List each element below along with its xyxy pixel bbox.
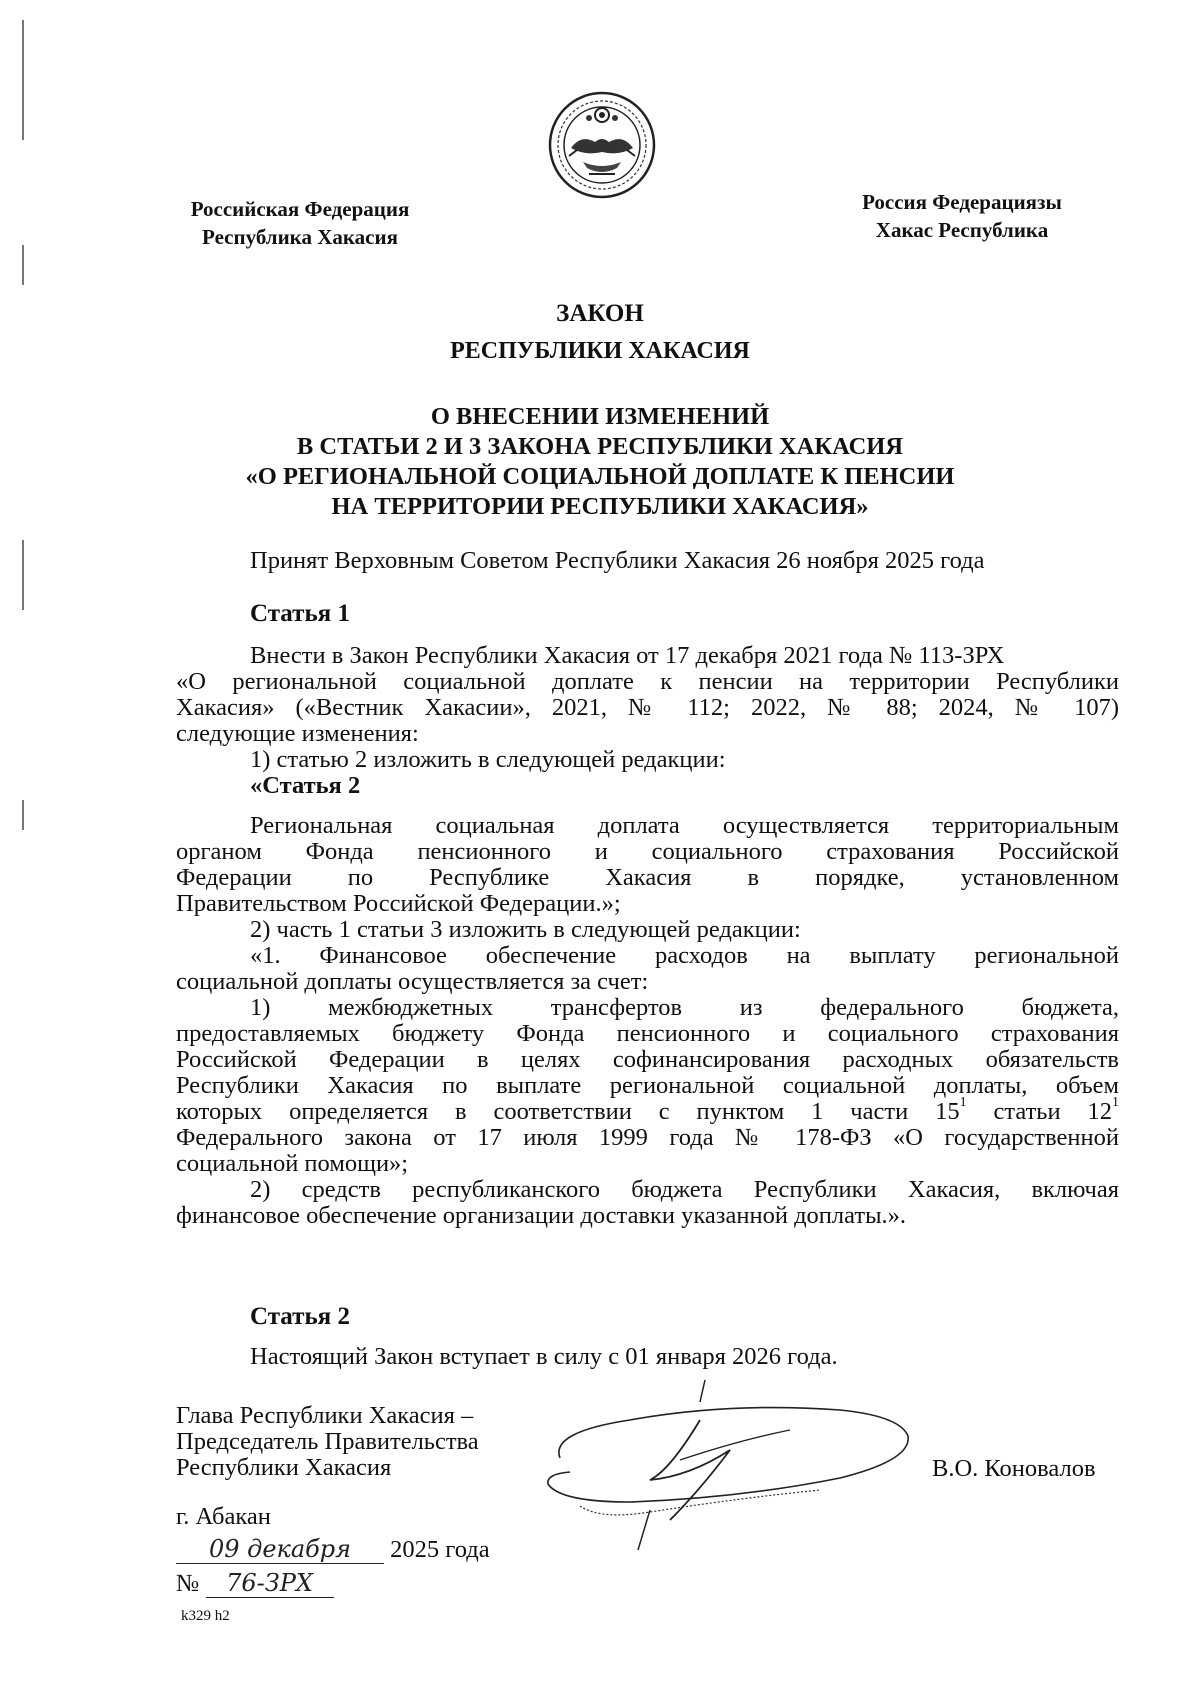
date-year: 2025 года bbox=[390, 1536, 490, 1563]
article-1-heading: Статья 1 bbox=[250, 600, 350, 627]
text-line: 2) часть 1 статьи 3 изложить в следующей редакции: bbox=[250, 916, 801, 943]
law-republic-title: РЕСПУБЛИКИ ХАКАСИЯ bbox=[450, 338, 750, 364]
header-right bbox=[832, 188, 1092, 244]
subject-line: В СТАТЬИ 2 И 3 ЗАКОНА РЕСПУБЛИКИ ХАКАСИЯ bbox=[296, 433, 904, 460]
signing-date bbox=[176, 1535, 490, 1564]
text-line: Внести в Закон Республики Хакасия от 17 декабря 2021 года № 113-ЗРХ bbox=[250, 642, 1005, 669]
text-fragment: статьи 12 bbox=[966, 1098, 1112, 1125]
text-line: 2) средств республиканского бюджета Республики Хакасия, включая bbox=[250, 1176, 1119, 1203]
number-sign: № bbox=[176, 1570, 200, 1597]
coat-of-arms-icon bbox=[547, 90, 657, 200]
law-title: ЗАКОН bbox=[556, 300, 644, 327]
handwritten-date: 09 декабря bbox=[176, 1535, 384, 1564]
text-line: Хакасия» («Вестник Хакасии», 2021, № 112; 2022, № 88; 2024, № 107) bbox=[176, 694, 1119, 721]
adoption-statement: Принят Верховным Советом Республики Хакасия 26 ноября 2025 года bbox=[250, 547, 985, 574]
header-left bbox=[170, 195, 430, 251]
header-left-line1: Российская Федерация bbox=[190, 197, 410, 221]
text-line: 1) межбюджетных трансфертов из федерального бюджета, bbox=[250, 994, 1119, 1021]
handwritten-number: 76-ЗРХ bbox=[206, 1569, 334, 1598]
scan-margin-mark bbox=[22, 245, 24, 285]
text-line: Российской Федерации в целях софинансирования расходных обязательств bbox=[176, 1046, 1119, 1073]
signatory-name: В.О. Коновалов bbox=[932, 1455, 1096, 1482]
text-line-with-superscripts bbox=[176, 1095, 1119, 1125]
superscript: 1 bbox=[959, 1095, 967, 1110]
subject-line: О ВНЕСЕНИИ ИЗМЕНЕНИЙ bbox=[430, 403, 770, 430]
text-line: 1) статью 2 изложить в следующей редакции: bbox=[250, 746, 726, 773]
article-2-text: Настоящий Закон вступает в силу с 01 января 2026 года. bbox=[250, 1343, 838, 1370]
header-right-line2: Хакас Республика bbox=[875, 218, 1049, 242]
signatory-position bbox=[176, 1403, 479, 1481]
spacer bbox=[176, 799, 1119, 813]
subject-line: «О РЕГИОНАЛЬНОЙ СОЦИАЛЬНОЙ ДОПЛАТЕ К ПЕНСИИ bbox=[245, 463, 955, 490]
superscript: 1 bbox=[1111, 1095, 1119, 1110]
text-line: социальной помощи»; bbox=[176, 1150, 409, 1177]
text-line: Правительством Российской Федерации.»; bbox=[176, 890, 621, 917]
text-line: социальной доплаты осуществляется за счет: bbox=[176, 968, 649, 995]
scan-margin-mark bbox=[22, 540, 24, 610]
place-of-signing: г. Абакан bbox=[176, 1503, 271, 1530]
text-line: органом Фонда пенсионного и социального страхования Российской bbox=[176, 838, 1119, 865]
text-line: Федерального закона от 17 июля 1999 года № 178-ФЗ «О государственной bbox=[176, 1124, 1119, 1151]
header-left-line2: Республика Хакасия bbox=[202, 225, 398, 249]
text-line: финансовое обеспечение организации доставки указанной доплаты.». bbox=[176, 1202, 907, 1229]
text-line: «1. Финансовое обеспечение расходов на выплату региональной bbox=[250, 942, 1119, 969]
article-1-body bbox=[176, 643, 1119, 1229]
text-line: предоставляемых бюджету Фонда пенсионного и социального страхования bbox=[176, 1020, 1119, 1047]
law-subject-title bbox=[0, 402, 1200, 522]
document-code: k329 h2 bbox=[181, 1608, 230, 1624]
handwritten-signature bbox=[540, 1380, 920, 1550]
position-line: Председатель Правительства bbox=[176, 1428, 479, 1455]
text-line: следующие изменения: bbox=[176, 720, 419, 747]
subject-line: НА ТЕРРИТОРИИ РЕСПУБЛИКИ ХАКАСИЯ» bbox=[331, 493, 869, 520]
article-2-heading: Статья 2 bbox=[250, 1303, 350, 1330]
scan-margin-mark bbox=[22, 800, 24, 830]
scan-margin-mark bbox=[22, 20, 24, 140]
quoted-article-heading: «Статья 2 bbox=[250, 772, 361, 799]
text-line: «О региональной социальной доплате к пенсии на территории Республики bbox=[176, 668, 1119, 695]
position-line: Глава Республики Хакасия – bbox=[176, 1402, 474, 1429]
text-line: Региональная социальная доплата осуществляется территориальным bbox=[250, 812, 1119, 839]
header-right-line1: Россия Федерациязы bbox=[862, 190, 1062, 214]
text-line: Республики Хакасия по выплате региональной социальной доплаты, объем bbox=[176, 1072, 1119, 1099]
text-fragment: которых определяется в соответствии с пунктом 1 части 15 bbox=[176, 1098, 960, 1125]
position-line: Республики Хакасия bbox=[176, 1454, 392, 1481]
law-number bbox=[176, 1569, 334, 1598]
text-line: Федерации по Республике Хакасия в порядке, установленном bbox=[176, 864, 1119, 891]
